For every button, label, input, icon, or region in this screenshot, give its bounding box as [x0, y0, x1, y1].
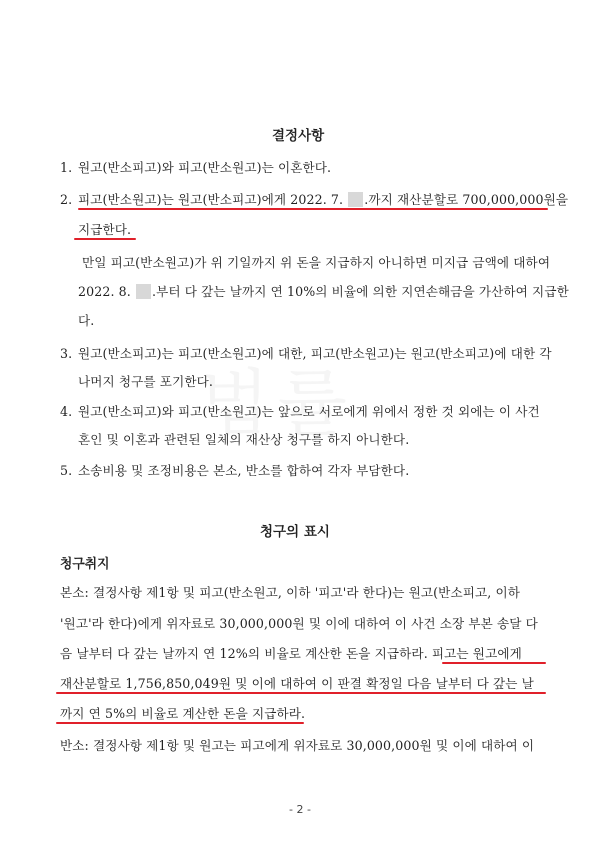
page-number: - 2 - — [289, 803, 311, 816]
claims-line-1: 본소: 결정사항 제1항 및 피고(반소원고, 이하 '피고'라 한다)는 원고(반소피고, 이하 — [60, 585, 520, 600]
claims-line-5: 까지 연 5%의 비율로 계산한 돈을 지급하라. — [60, 706, 306, 721]
item-text: 소송비용 및 조정비용은 본소, 반소를 합하여 각자 부담한다. — [78, 463, 410, 478]
decision-item-1 — [60, 158, 331, 178]
decision-heading: 결정사항 — [272, 128, 325, 144]
para-text: .부터 다 갚는 날까지 연 10%의 비율에 의한 지연손해금을 가산하여 지급한 — [151, 284, 569, 299]
red-underline — [56, 692, 546, 694]
item-text: .까지 재산분할로 700,000,000원을 — [364, 192, 569, 207]
decision-para-line-2 — [78, 282, 569, 302]
decision-item-2-cont: 지급한다. — [78, 222, 132, 237]
claims-heading: 청구의 표시 — [260, 524, 330, 540]
redaction-box — [136, 284, 151, 299]
redaction-box — [348, 192, 363, 207]
claims-subheading: 청구취지 — [60, 557, 110, 572]
red-underline — [78, 208, 548, 210]
item-text: 원고(반소피고)와 피고(반소원고)는 앞으로 서로에게 위에서 정한 것 외에는 이 사건 — [78, 404, 540, 419]
item-text: 원고(반소피고)는 피고(반소원고)에 대한, 피고(반소원고)는 원고(반소피고)에 대한 각 — [78, 346, 552, 361]
red-underline — [56, 722, 304, 724]
decision-item-3-cont: 나머지 청구를 포기한다. — [78, 374, 213, 389]
item-number: 2. — [60, 192, 73, 207]
claims-line-6: 반소: 결정사항 제1항 및 원고는 피고에게 위자료로 30,000,000원 및 이에 대하여 이 — [60, 738, 535, 753]
item-number: 1. — [60, 160, 73, 175]
decision-para-line-1: 만일 피고(반소원고)가 위 기일까지 위 돈을 지급하지 아니하면 미지급 금액에 대하여 — [82, 255, 551, 270]
decision-para-line-3: 다. — [78, 313, 95, 328]
claims-line-3: 음 날부터 다 갚는 날까지 연 12%의 비율로 계산한 돈을 지급하라. 피고는 원고에게 — [60, 646, 522, 661]
decision-item-2 — [60, 190, 568, 210]
red-underline — [74, 238, 136, 240]
para-text: 2022. 8. — [78, 284, 131, 299]
item-number: 5. — [60, 463, 73, 478]
item-number: 4. — [60, 404, 73, 419]
item-text: 피고(반소원고)는 원고(반소피고)에게 2022. 7. — [78, 192, 344, 207]
decision-item-3 — [60, 344, 552, 364]
decision-item-4 — [60, 402, 540, 422]
decision-item-4-cont: 혼인 및 이혼과 관련된 일체의 재산상 청구를 하지 아니한다. — [78, 432, 410, 447]
red-underline — [442, 662, 546, 664]
decision-item-5 — [60, 461, 409, 481]
claims-line-4: 재산분할로 1,756,850,049원 및 이에 대하여 이 판결 확정일 다음 날부터 다 갚는 날 — [60, 676, 534, 691]
item-number: 3. — [60, 346, 73, 361]
item-text: 원고(반소피고)와 피고(반소원고)는 이혼한다. — [78, 160, 332, 175]
claims-line-2: '원고'라 한다)에게 위자료로 30,000,000원 및 이에 대하여 이 사건 소장 부본 송달 다 — [60, 616, 538, 631]
